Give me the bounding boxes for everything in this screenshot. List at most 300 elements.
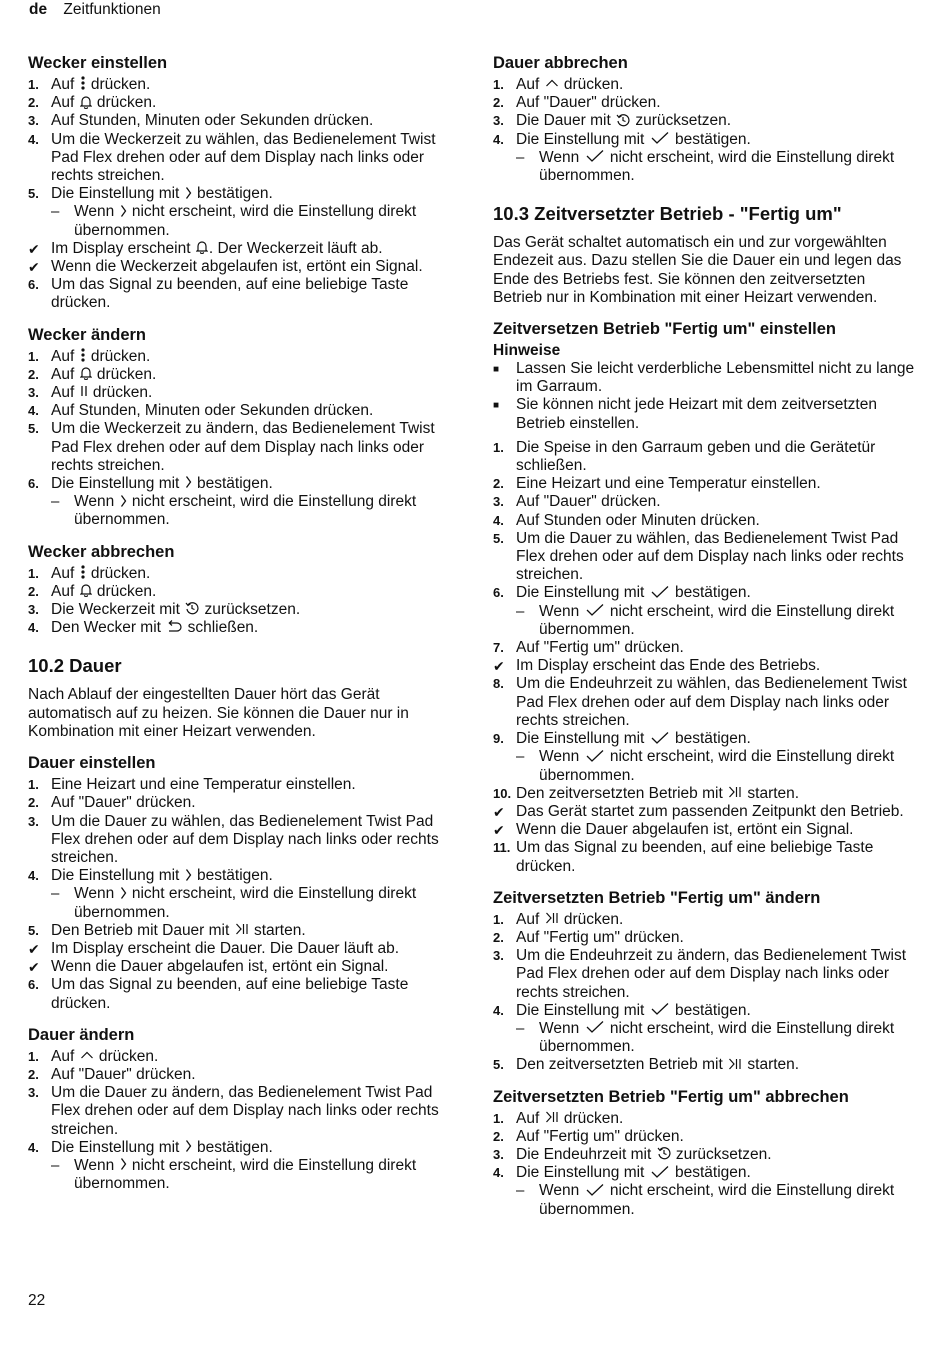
dash-marker: – — [516, 1019, 525, 1037]
note-text: Wenn — [74, 885, 115, 903]
step — [493, 1164, 918, 1182]
step — [28, 976, 458, 1012]
step-number: 3. — [493, 494, 504, 510]
step — [493, 839, 918, 875]
note-text: Wenn — [74, 493, 115, 511]
step-number: 3. — [28, 113, 39, 129]
bullet-marker: ■ — [493, 400, 500, 412]
note-text: Wenn — [539, 1182, 580, 1200]
check-marker: ✔ — [493, 803, 505, 820]
step-number: 4. — [28, 620, 39, 636]
note-bullet — [493, 396, 918, 432]
step-number: 1. — [493, 439, 504, 455]
step-number: 1. — [28, 348, 39, 364]
step-text: Die Einstellung mit — [51, 475, 180, 493]
result — [28, 240, 458, 258]
step-text: Um das Signal zu beenden, auf eine beliebige Taste drücken. — [51, 976, 409, 1012]
note-text: Wenn — [74, 1156, 115, 1174]
check-marker: ✔ — [493, 822, 505, 839]
step-text: Auf "Fertig um" drücken. — [516, 928, 684, 946]
step-number: 2. — [493, 929, 504, 945]
page-number: 22 — [28, 1292, 46, 1309]
sub-note — [493, 1020, 918, 1056]
result — [28, 958, 458, 976]
step — [28, 131, 458, 186]
step-text: bestätigen. — [196, 1138, 273, 1156]
kebab-menu-icon — [80, 565, 86, 579]
step-text: drücken. — [98, 1047, 159, 1065]
step-text: Auf "Dauer" drücken. — [51, 1065, 196, 1083]
step-text: bestätigen. — [674, 730, 751, 748]
step-text: Auf — [51, 94, 75, 112]
step — [493, 1128, 918, 1146]
intro-paragraph: Das Gerät schaltet automatisch ein und zur vorgewählten Endezeit aus. Dazu stellen Sie die Dauer ein und legen das Ende des Betriebs fest. Sie können den zeitversetzten Betrieb nur in Kombination mit einer Heizart verwenden. — [493, 234, 902, 306]
step-text: Die Einstellung mit — [516, 730, 645, 748]
step-number: 1. — [493, 1110, 504, 1126]
dash-marker: – — [516, 602, 525, 620]
step-number: 11. — [493, 840, 511, 856]
step-text: Um die Dauer zu wählen, das Bedienelement Twist Pad Flex drehen oder auf dem Display nach links oder rechts streichen. — [51, 812, 439, 866]
result — [493, 821, 918, 839]
step-text: Auf — [51, 76, 75, 93]
step-text: Auf "Fertig um" drücken. — [516, 639, 684, 657]
note-text: nicht erscheint, wird die Einstellung direkt übernommen. — [539, 602, 895, 638]
result-text: Wenn die Weckerzeit abgelaufen ist, ertönt ein Signal. — [51, 258, 423, 276]
kebab-menu-icon — [80, 348, 86, 362]
sub-note — [28, 493, 458, 529]
note-text: nicht erscheint, wird die Einstellung direkt übernommen. — [539, 1019, 895, 1056]
check-icon — [650, 131, 670, 145]
step-number: 6. — [28, 977, 39, 993]
step-number: 8. — [493, 676, 504, 692]
section-dauer-einstellen — [28, 753, 458, 1013]
step-number: 1. — [493, 77, 504, 92]
step — [493, 493, 918, 511]
step — [28, 813, 458, 868]
section-heading: Zeitversetzten Betrieb "Fertig um" abbrechen — [493, 1087, 849, 1106]
step-text: starten. — [747, 1056, 800, 1074]
step-number: 10. — [493, 785, 512, 801]
step — [493, 512, 918, 530]
dash-marker: – — [51, 1156, 60, 1174]
chevron-right-icon — [185, 475, 192, 489]
dash-marker: – — [51, 493, 60, 511]
step-number: 3. — [493, 1146, 504, 1162]
check-icon — [585, 1183, 605, 1197]
step — [28, 112, 458, 130]
step-text: Die Einstellung mit — [516, 584, 645, 602]
step — [493, 785, 918, 803]
sub-note — [493, 149, 918, 185]
back-arrow-icon — [166, 620, 182, 634]
bell-icon — [80, 95, 92, 109]
step-number: 2. — [493, 95, 504, 111]
step-number: 5. — [28, 421, 39, 437]
section-heading: Wecker einstellen — [28, 54, 168, 72]
step — [28, 475, 458, 493]
result-text: Im Display erscheint das Ende des Betriebs. — [516, 657, 821, 675]
step — [493, 475, 918, 493]
result-text: Im Display erscheint — [51, 239, 191, 257]
step-number: 4. — [493, 1165, 504, 1181]
notes-heading: Hinweise — [493, 342, 561, 360]
step — [28, 276, 458, 312]
note-text: Wenn — [539, 748, 580, 766]
step-text: Eine Heizart und eine Temperatur einstellen. — [516, 475, 821, 493]
step-number: 6. — [28, 476, 39, 492]
step — [28, 94, 458, 112]
step — [493, 131, 918, 149]
step-text: zurücksetzen. — [204, 601, 301, 619]
note-text: nicht erscheint, wird die Einstellung direkt übernommen. — [74, 203, 417, 239]
note-text: Sie können nicht jede Heizart mit dem zeitversetzten Betrieb einstellen. — [516, 396, 877, 432]
note-text: nicht erscheint, wird die Einstellung direkt übernommen. — [74, 885, 417, 921]
step-text: Auf — [516, 910, 540, 928]
step-number: 2. — [493, 476, 504, 492]
page-header — [29, 0, 161, 20]
chevron-right-icon — [120, 1157, 127, 1171]
chevron-right-icon — [120, 204, 127, 218]
step-text: zurücksetzen. — [635, 112, 732, 130]
step — [493, 1056, 918, 1074]
step-text: Um die Weckerzeit zu ändern, das Bedienelement Twist Pad Flex drehen oder auf dem Display nach links oder rechts streichen. — [51, 420, 435, 474]
step-number: 5. — [28, 186, 39, 202]
step-text: drücken. — [90, 564, 151, 582]
step-number: 3. — [28, 385, 39, 401]
step — [493, 76, 918, 94]
step-text: schließen. — [187, 619, 259, 637]
step-text: drücken. — [90, 76, 151, 93]
check-marker: ✔ — [28, 940, 40, 957]
check-icon — [585, 603, 605, 617]
chevron-right-icon — [185, 186, 192, 200]
play-pause-icon — [545, 911, 559, 925]
step-text: Die Speise in den Garraum geben und die Gerätetür schließen. — [516, 438, 876, 475]
step-text: Um das Signal zu beenden, auf eine beliebige Taste drücken. — [51, 276, 409, 312]
step-text: Auf "Dauer" drücken. — [516, 493, 661, 511]
step-text: bestätigen. — [674, 1001, 751, 1019]
step-text: drücken. — [96, 365, 157, 383]
section-wecker-einstellen — [28, 53, 458, 313]
right-column — [493, 53, 918, 1231]
step-text: starten. — [747, 784, 800, 802]
step — [28, 583, 458, 601]
reset-clock-icon — [616, 113, 630, 127]
play-pause-icon — [545, 1110, 559, 1124]
step-text: drücken. — [90, 347, 151, 365]
step — [28, 1084, 458, 1139]
note-text: Wenn — [539, 1019, 580, 1037]
result-text: Wenn die Dauer abgelaufen ist, ertönt ein Signal. — [516, 821, 854, 839]
step-text: Den zeitversetzten Betrieb mit — [516, 784, 723, 802]
step-text: drücken. — [92, 384, 153, 402]
step-text: Auf Stunden, Minuten oder Sekunden drücken. — [51, 402, 374, 420]
bell-icon — [196, 240, 208, 254]
check-icon — [585, 1020, 605, 1034]
section-fertig-um — [493, 203, 918, 307]
step-text: drücken. — [96, 94, 157, 112]
step-number: 9. — [493, 731, 504, 747]
step — [493, 112, 918, 130]
note-text: Lassen Sie leicht verderbliche Lebensmittel nicht zu lange im Garraum. — [516, 360, 915, 396]
step-text: Auf — [51, 347, 75, 365]
step-number: 3. — [28, 602, 39, 618]
dash-marker: – — [516, 1182, 525, 1200]
step-number: 1. — [28, 777, 39, 793]
step — [28, 601, 458, 619]
step-text: Auf — [51, 384, 75, 402]
step-text: Die Einstellung mit — [51, 185, 180, 203]
step-text: Um die Weckerzeit zu wählen, das Bedienelement Twist Pad Flex drehen oder auf dem Display nach links oder rechts streichen. — [51, 130, 436, 185]
language-code: de — [29, 1, 48, 18]
section-heading: Wecker ändern — [28, 325, 146, 344]
intro-paragraph: Nach Ablauf der eingestellten Dauer hört das Gerät automatisch auf zu heizen. Sie können die Dauer nur in Kombination mit einer Heizart verwenden. — [28, 686, 409, 740]
step-number: 1. — [493, 911, 504, 927]
section-heading: Dauer einstellen — [28, 754, 156, 773]
bullet-marker: ■ — [493, 364, 500, 376]
step-text: Um die Dauer zu wählen, das Bedienelement Twist Pad Flex drehen oder auf dem Display nach links oder rechts streichen. — [516, 529, 904, 584]
step-text: drücken. — [96, 582, 157, 600]
step-text: Den Wecker mit — [51, 619, 161, 637]
step-number: 2. — [28, 366, 39, 382]
step-number: 5. — [493, 1057, 504, 1073]
step — [28, 76, 458, 94]
step-text: bestätigen. — [674, 130, 751, 148]
step-text: Die Weckerzeit mit — [51, 601, 180, 619]
step — [28, 794, 458, 812]
step — [493, 675, 918, 730]
step — [28, 867, 458, 885]
step-text: Eine Heizart und eine Temperatur einstellen. — [51, 776, 356, 794]
sub-note — [493, 603, 918, 639]
step-number: 4. — [28, 403, 39, 419]
step-number: 3. — [28, 1085, 39, 1101]
chevron-right-icon — [185, 1139, 192, 1153]
step-text: Auf "Dauer" drücken. — [51, 794, 196, 812]
note-text: Wenn — [74, 203, 115, 221]
chapter-title: Zeitfunktionen — [63, 1, 161, 18]
step — [28, 402, 458, 420]
sub-note — [493, 1182, 918, 1218]
step-number: 2. — [493, 1128, 504, 1144]
note-text: nicht erscheint, wird die Einstellung direkt übernommen. — [539, 1182, 895, 1218]
step-number: 1. — [28, 77, 39, 92]
step-text: drücken. — [563, 910, 624, 928]
check-icon — [585, 749, 605, 763]
check-marker: ✔ — [28, 240, 40, 257]
result-text: Wenn die Dauer abgelaufen ist, ertönt ein Signal. — [51, 958, 389, 976]
step-text: Um die Dauer zu ändern, das Bedienelement Twist Pad Flex drehen oder auf dem Display nach links oder rechts streichen. — [51, 1084, 439, 1138]
step-text: zurücksetzen. — [675, 1145, 772, 1163]
step-number: 3. — [493, 113, 504, 129]
step-text: Auf — [51, 1047, 75, 1065]
check-icon — [650, 1002, 670, 1016]
note-text: nicht erscheint, wird die Einstellung direkt übernommen. — [539, 748, 895, 784]
step-text: Auf "Dauer" drücken. — [516, 94, 661, 112]
result-text: Im Display erscheint die Dauer. Die Dauer läuft ab. — [51, 939, 400, 957]
step-text: Die Endeuhrzeit mit — [516, 1145, 652, 1163]
step-text: Die Einstellung mit — [516, 1164, 645, 1182]
step — [28, 565, 458, 583]
step-text: bestätigen. — [196, 867, 273, 885]
step — [28, 1139, 458, 1157]
chevron-up-icon — [545, 78, 559, 88]
step — [493, 639, 918, 657]
step-number: 4. — [493, 512, 504, 528]
result-text: Das Gerät startet zum passenden Zeitpunkt den Betrieb. — [516, 802, 904, 820]
step-text: Auf — [516, 1109, 540, 1127]
step — [493, 1110, 918, 1128]
kebab-menu-icon — [80, 76, 86, 90]
sub-note — [28, 203, 458, 239]
note-text: nicht erscheint, wird die Einstellung direkt übernommen. — [74, 493, 417, 529]
step-text: Auf — [51, 365, 75, 383]
reset-clock-icon — [657, 1146, 671, 1160]
section-heading: Wecker abbrechen — [28, 542, 175, 561]
play-pause-icon — [235, 922, 249, 936]
step-text: drücken. — [563, 76, 624, 93]
dash-marker: – — [51, 885, 60, 903]
step-text: bestätigen. — [674, 584, 751, 602]
section-heading: Dauer abbrechen — [493, 54, 628, 72]
step — [28, 185, 458, 203]
step-text: drücken. — [563, 1109, 624, 1127]
step-number: 4. — [28, 131, 39, 147]
step-text: Die Einstellung mit — [516, 1001, 645, 1019]
sub-note — [28, 885, 458, 921]
chapter-heading: 10.3 Zeitversetzter Betrieb - "Fertig um" — [493, 203, 842, 225]
step-text: Auf "Fertig um" drücken. — [516, 1127, 684, 1145]
step-number: 1. — [28, 565, 39, 581]
step-number: 7. — [493, 640, 504, 656]
chevron-right-icon — [120, 886, 127, 900]
step-text: Die Einstellung mit — [51, 1138, 180, 1156]
step-number: 4. — [28, 868, 39, 884]
dash-marker: – — [51, 203, 60, 221]
step-text: bestätigen. — [196, 185, 273, 203]
section-dauer-abbrechen — [493, 53, 918, 185]
step-text: Auf — [51, 582, 75, 600]
step-number: 6. — [493, 585, 504, 601]
step-number: 5. — [493, 530, 504, 546]
step — [493, 1002, 918, 1020]
sub-note — [28, 1157, 458, 1193]
step-text: Den zeitversetzten Betrieb mit — [516, 1056, 723, 1074]
step — [28, 348, 458, 366]
result — [493, 803, 918, 821]
step-text: Auf Stunden, Minuten oder Sekunden drücken. — [51, 112, 374, 130]
note-text: Wenn — [539, 602, 580, 620]
check-marker: ✔ — [493, 658, 505, 675]
reset-clock-icon — [185, 601, 199, 615]
step — [493, 94, 918, 112]
step-number: 5. — [28, 922, 39, 938]
step-text: Den Betrieb mit Dauer mit — [51, 921, 230, 939]
step — [493, 947, 918, 1002]
step-number: 3. — [28, 813, 39, 829]
step — [493, 730, 918, 748]
bell-icon — [80, 583, 92, 597]
play-pause-icon — [728, 785, 742, 799]
chapter-heading: 10.2 Dauer — [28, 655, 122, 677]
step-text: Um die Endeuhrzeit zu ändern, das Bedienelement Twist Pad Flex drehen oder auf dem Display nach links oder rechts streichen. — [516, 947, 907, 1001]
check-marker: ✔ — [28, 959, 40, 976]
step — [28, 366, 458, 384]
step — [28, 619, 458, 637]
step-text: Die Dauer mit — [516, 112, 611, 130]
check-icon — [650, 585, 670, 599]
check-icon — [585, 149, 605, 163]
section-fertig-abbrechen — [493, 1087, 918, 1219]
section-heading: Zeitversetzten Betrieb "Fertig um" ändern — [493, 888, 821, 907]
section-fertig-einstellen — [493, 319, 918, 876]
step-number: 4. — [493, 131, 504, 147]
step — [493, 911, 918, 929]
step — [28, 1048, 458, 1066]
result — [493, 657, 918, 675]
step — [28, 922, 458, 940]
dash-marker: – — [516, 148, 525, 166]
step-number: 4. — [28, 1139, 39, 1155]
step — [493, 584, 918, 602]
step-text: Um das Signal zu beenden, auf eine beliebige Taste drücken. — [516, 839, 874, 875]
step-text: Die Einstellung mit — [516, 130, 645, 148]
note-text: Wenn — [539, 148, 580, 166]
dash-marker: – — [516, 748, 525, 766]
check-icon — [650, 1165, 670, 1179]
play-pause-icon — [728, 1057, 742, 1071]
pause-icon — [80, 384, 88, 398]
step-text: bestätigen. — [196, 475, 273, 493]
chevron-up-icon — [80, 1050, 94, 1060]
step-number: 2. — [28, 583, 39, 599]
section-dauer — [28, 655, 458, 741]
step-text: Auf Stunden oder Minuten drücken. — [516, 511, 760, 529]
section-heading: Zeitversetzen Betrieb "Fertig um" einstellen — [493, 320, 836, 339]
note-text: nicht erscheint, wird die Einstellung direkt übernommen. — [74, 1156, 417, 1193]
bell-icon — [80, 366, 92, 380]
step-number: 2. — [28, 795, 39, 811]
step — [28, 420, 458, 475]
step-number: 3. — [493, 948, 504, 964]
chevron-right-icon — [120, 494, 127, 508]
step-number: 4. — [493, 1002, 504, 1018]
step-text: Auf — [51, 564, 75, 582]
step — [28, 1066, 458, 1084]
left-column — [28, 53, 458, 1205]
section-fertig-aendern — [493, 888, 918, 1075]
step-text: Um die Endeuhrzeit zu wählen, das Bedienelement Twist Pad Flex drehen oder auf dem Display nach links oder rechts streichen. — [516, 675, 907, 729]
chevron-right-icon — [185, 868, 192, 882]
step-number: 1. — [28, 1048, 39, 1064]
sub-note — [493, 748, 918, 784]
section-wecker-abbrechen — [28, 542, 458, 638]
result-text: . Der Weckerzeit läuft ab. — [208, 239, 383, 257]
step — [493, 439, 918, 475]
section-heading: Dauer ändern — [28, 1025, 135, 1044]
step-text: Auf — [516, 76, 540, 93]
step-number: 2. — [28, 95, 39, 111]
step — [493, 929, 918, 947]
step-number: 2. — [28, 1066, 39, 1082]
step-text: Die Einstellung mit — [51, 867, 180, 885]
step-text: bestätigen. — [674, 1164, 751, 1182]
note-text: nicht erscheint, wird die Einstellung direkt übernommen. — [539, 148, 895, 185]
section-wecker-aendern — [28, 325, 458, 530]
step — [493, 530, 918, 585]
result — [28, 940, 458, 958]
step — [493, 1146, 918, 1164]
